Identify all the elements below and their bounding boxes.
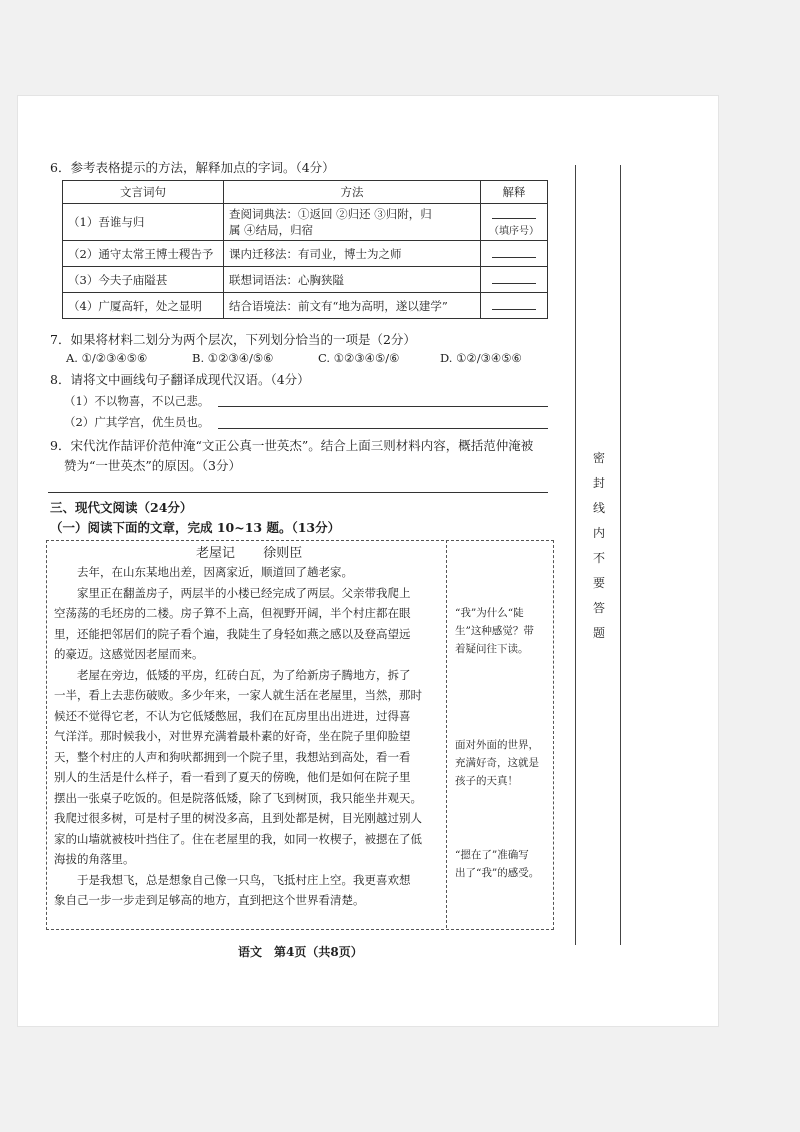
article-line: 家的山墙就被枝叶挡住了。住在老屋里的我，如同一枚楔子，被摁在了低 (54, 831, 422, 846)
note-line: “摁在了”准确写 (455, 849, 529, 861)
article-body (54, 562, 422, 911)
question-7-prompt: 7．如果将材料二划分为两个层次，下列划分恰当的一项是（2分） (50, 332, 416, 347)
seal-text: 密封线内不要答题 (592, 451, 605, 640)
table-cell-method: 课内迁移法：有司业，博士为之师 (224, 241, 481, 267)
method-line: 查阅词典法：①返回 ②归还 ③归附，归 (229, 207, 432, 221)
page-footer: 语文 第4页（共8页） (238, 945, 363, 959)
article-line: 家里正在翻盖房子，两层半的小楼已经完成了两层。父亲带我爬上 (54, 585, 411, 600)
note-line: “我”为什么“陡 (455, 607, 524, 619)
answer-line[interactable] (218, 428, 548, 429)
answer-line[interactable] (218, 406, 548, 407)
article-line: 于是我想飞，总是想象自己像一只鸟，飞抵村庄上空。我更喜欢想 (54, 872, 411, 887)
article-title (196, 542, 302, 561)
table-header: 文言词句 (63, 181, 224, 204)
article-line: 我爬过很多树，可是村子里的树没多高，且到处都是树，目光刚越过别人 (54, 811, 422, 825)
article-line: 别人的生活是什么样子，看一看到了夏天的傍晚，他们是如何在院子里 (54, 770, 411, 784)
note-line: 面对外面的世界， (455, 739, 539, 751)
note-line: 出了“我”的感受。 (455, 867, 540, 879)
article-line: 气洋洋。那时候我小，对世界充满着最朴素的好奇，坐在院子里仰脸望 (54, 729, 411, 743)
table-cell-method: 结合语境法：前文有“地为高明，遂以建学” (224, 293, 481, 319)
table-cell-phrase: （4）广厦高轩，处之显明 (63, 293, 224, 319)
answer-cell[interactable] (481, 267, 548, 293)
question-9-line-1: 9．宋代沈作喆评价范仲淹“文正公真一世英杰”。结合上面三则材料内容，概括范仲淹被 (50, 438, 534, 453)
table-row (63, 267, 548, 293)
table-row (63, 241, 548, 267)
section-subtitle: （一）阅读下面的文章，完成 10~13 题。（13分） (50, 520, 341, 535)
method-table (62, 180, 548, 319)
note-line: 着疑问往下读。 (455, 643, 529, 655)
article-line: 海拔的角落里。 (54, 852, 135, 866)
answer-cell[interactable] (481, 293, 548, 319)
table-row (63, 293, 548, 319)
table-header: 方法 (224, 181, 481, 204)
table-header-row (63, 181, 548, 204)
article-line: 老屋在旁边，低矮的平房，红砖白瓦，为了给新房子腾地方，拆了 (54, 667, 411, 682)
article-author: 徐则臣 (263, 546, 303, 561)
margin-note-2 (455, 736, 539, 790)
translation-item-1: （1）不以物喜，不以己悲。 (64, 394, 210, 408)
section-title: 三、现代文阅读（24分） (50, 500, 193, 515)
question-6-prompt: 6．参考表格提示的方法，解释加点的字词。（4分） (50, 160, 335, 175)
method-line: 属 ④结局，归宿 (229, 223, 314, 237)
table-cell-phrase: （2）通守太常王博士稷告予 (63, 241, 224, 267)
answer-hint: （填序号） (489, 225, 539, 237)
article-line: 去年，在山东某地出差，因离家近，顺道回了趟老家。 (54, 565, 353, 579)
answer-cell[interactable] (481, 241, 548, 267)
answer-blank[interactable] (492, 273, 536, 284)
article-line: 象自己一步一步走到足够高的地方，直到把这个世界看清楚。 (54, 893, 365, 907)
margin-note-1 (455, 604, 534, 658)
article-title-text: 老屋记 (196, 546, 236, 561)
option-c[interactable]: C. ①②③④⑤/⑥ (318, 351, 400, 365)
table-cell-method: 联想词语法：心胸狭隘 (224, 267, 481, 293)
article-line: 候还不觉得它老，不认为它低矮憋屈，我们在瓦房里出出进进，过得喜 (54, 708, 411, 723)
note-line: 充满好奇，这就是 (455, 757, 539, 769)
option-d[interactable]: D. ①②/③④⑤⑥ (440, 351, 522, 365)
article-line: 里，还能把邻居们的院子看个遍，我陡生了身轻如燕之感以及登高望远 (54, 626, 411, 641)
article-line: 空荡荡的毛坯房的二楼。房子算不上高，但视野开阔，半个村庄都在眼 (54, 606, 411, 620)
question-8-prompt: 8．请将文中画线句子翻译成现代汉语。（4分） (50, 372, 310, 387)
question-9-line-2: 赞为“一世英杰”的原因。（3分） (64, 458, 241, 473)
translation-item-2: （2）广其学宫，优生员也。 (64, 415, 210, 429)
table-row (63, 204, 548, 241)
article-line: 的豪迈。这感觉因老屋而来。 (54, 647, 204, 661)
answer-cell[interactable] (481, 204, 548, 241)
margin-note-3 (455, 846, 539, 882)
article-line: 一半，看上去悲伤破败。多少年来，一家人就生活在老屋里，当然，那时 (54, 688, 422, 702)
answer-blank[interactable] (492, 247, 536, 258)
option-a[interactable]: A. ①/②③④⑤⑥ (66, 351, 148, 365)
answer-blank[interactable] (492, 208, 536, 219)
table-header: 解释 (481, 181, 548, 204)
article-line: 摆出一张桌子吃饭的。但是院落低矮，除了飞到树顶，我只能坐井观天。 (54, 790, 422, 805)
table-cell-method (224, 204, 481, 241)
note-line: 孩子的天真！ (455, 775, 518, 787)
article-line: 天，整个村庄的人声和狗吠都拥到一个院子里，我想站到高处，看一看 (54, 749, 411, 764)
option-b[interactable]: B. ①②③④/⑤⑥ (192, 351, 274, 365)
notes-divider (446, 540, 447, 928)
note-line: 生”这种感觉？带 (455, 625, 534, 637)
table-cell-phrase: （1）吾谁与归 (63, 204, 224, 241)
table-cell-phrase: （3）今夫子庙隘甚 (63, 267, 224, 293)
answer-line[interactable] (48, 492, 548, 493)
answer-blank[interactable] (492, 299, 536, 310)
